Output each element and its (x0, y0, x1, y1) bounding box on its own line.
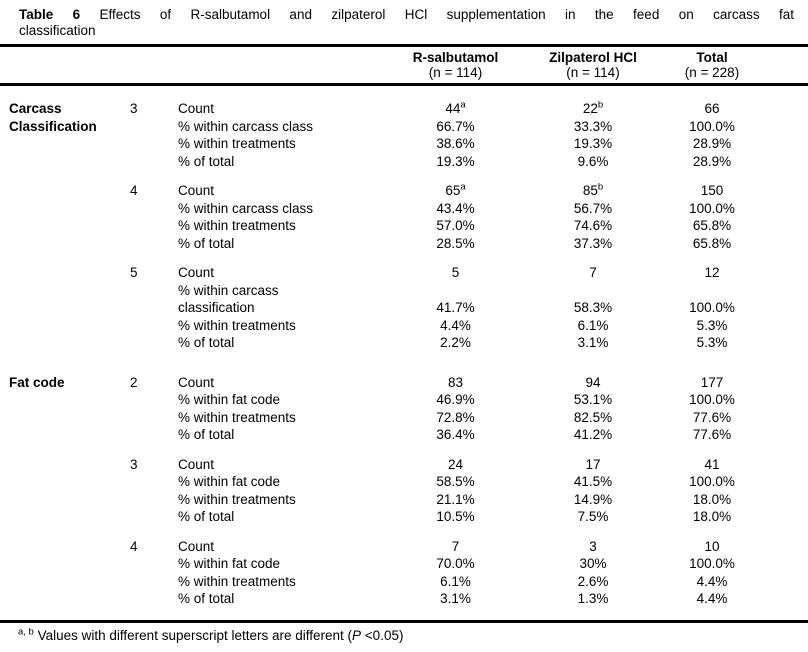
cell-value: 74.6% (573, 218, 613, 233)
cell-value: 46.9% (436, 392, 475, 407)
cell-value: 5.3% (696, 335, 728, 350)
table-row (0, 182, 808, 200)
cell-value: 38.6% (436, 136, 475, 151)
cell-value: 22$^b$ (582, 99, 604, 116)
row-metric-label: % within fat code (178, 392, 281, 407)
row-group-label (9, 538, 130, 556)
table-body (0, 86, 808, 608)
table-footnote (0, 623, 808, 643)
cell-value: 44$^a$ (445, 99, 466, 116)
footnote-tail: <0.05) (361, 627, 404, 643)
row-metric-label: % within treatments (178, 317, 296, 333)
cell-value: 65.8% (692, 218, 732, 233)
cell-value: 66.7% (436, 118, 475, 134)
table-row (0, 317, 808, 335)
column-header-n: (n = 114) (566, 65, 620, 80)
cell-value: 100.0% (689, 474, 735, 489)
cell-value: 100.0% (689, 200, 735, 216)
row-class-code (130, 391, 178, 409)
cell-value: 6.1% (577, 317, 609, 333)
cell-value: 2.6% (577, 573, 609, 589)
row-metric-label: % of total (178, 509, 235, 524)
cell-value: 7 (589, 265, 597, 280)
cell-value: 177 (700, 374, 724, 390)
row-group-label (9, 473, 130, 491)
row-class-code (130, 590, 178, 608)
cell-value: 100.0% (689, 392, 735, 407)
table-row (0, 200, 808, 218)
cell-value: 65$^a$ (445, 181, 466, 198)
cell-value: 4.4% (440, 317, 471, 333)
cell-value: 83 (447, 374, 464, 390)
cell-value: 3 (589, 538, 597, 554)
column-header-name: R-salbutamol (412, 50, 499, 65)
superscript-marker: b (597, 181, 604, 193)
column-header-r-salbutamol (393, 50, 518, 80)
cell-value: 18.0% (692, 509, 732, 524)
row-class-code (130, 317, 178, 335)
cell-value: 12 (704, 265, 720, 280)
table-row (0, 299, 808, 317)
cell-value: 37.3% (573, 235, 613, 251)
cell-value: 41 (704, 456, 720, 472)
column-header-total (668, 50, 756, 80)
row-class-code: 2 (130, 374, 138, 390)
row-group-label (9, 426, 130, 444)
table-row (0, 235, 808, 253)
caption-table-number: Table 6 (19, 7, 81, 22)
table-header (0, 47, 808, 83)
cell-value: 58.5% (436, 474, 475, 489)
cell-value: 36.4% (436, 427, 475, 442)
table-row (0, 264, 808, 282)
table-caption (0, 0, 808, 39)
cell-value: 1.3% (577, 591, 609, 606)
row-metric-label: Count (178, 456, 215, 472)
cell-value: 3.1% (577, 335, 609, 350)
table-row (0, 153, 808, 171)
row-class-code (130, 426, 178, 444)
cell-value: 30% (579, 556, 607, 571)
table-row (0, 391, 808, 409)
column-header-n: (n = 228) (684, 65, 740, 80)
row-metric-label: % of total (178, 591, 235, 606)
cell-value: 66 (704, 101, 720, 116)
cell-value: 14.9% (573, 491, 613, 507)
row-group-label (9, 334, 130, 352)
row-metric-label: % within treatments (178, 218, 296, 233)
cell-value: 7 (451, 538, 460, 554)
row-group-label (9, 182, 130, 200)
column-header-name: Zilpaterol HCl (549, 50, 637, 65)
row-class-code: 4 (130, 183, 138, 198)
cell-value: 77.6% (692, 427, 732, 442)
table-row (0, 282, 808, 300)
column-header-n: (n = 114) (428, 65, 483, 80)
table-row (0, 573, 808, 591)
row-group-label (9, 217, 130, 235)
row-metric-label: Count (178, 538, 215, 554)
table-row (0, 473, 808, 491)
cell-value: 94 (585, 374, 601, 390)
row-metric-label: % of total (178, 153, 235, 169)
row-metric-label: % of total (178, 335, 235, 350)
row-group-label (9, 409, 130, 427)
cell-value: 100.0% (689, 118, 735, 134)
row-group-label (9, 456, 130, 474)
row-group-label (9, 590, 130, 608)
table-row (0, 538, 808, 556)
row-group-label (9, 235, 130, 253)
row-class-code (130, 235, 178, 253)
row-metric-label: % within fat code (178, 556, 281, 571)
cell-value: 5.3% (696, 317, 728, 333)
table-row (0, 409, 808, 427)
table-row (0, 217, 808, 235)
table-row (0, 334, 808, 352)
row-group-label: Fat code (9, 374, 65, 390)
row-metric-label: Count (178, 265, 215, 280)
cell-value (668, 282, 756, 300)
cell-value: 85$^b$ (582, 181, 604, 198)
cell-value: 7.5% (577, 509, 609, 524)
cell-value: 19.3% (573, 136, 613, 151)
cell-value: 21.1% (436, 491, 475, 507)
row-group-label (9, 153, 130, 171)
table-row (0, 456, 808, 474)
column-header-name: Total (696, 50, 728, 65)
footnote-p-italic: P (352, 627, 362, 643)
row-class-code (130, 153, 178, 171)
row-metric-label: % within treatments (178, 136, 296, 151)
cell-value: 58.3% (573, 300, 613, 315)
row-group-label (9, 299, 130, 317)
row-class-code (130, 282, 178, 300)
column-header-zilpaterol-hcl (518, 50, 668, 80)
cell-value: 6.1% (440, 573, 471, 589)
row-class-code: 3 (130, 456, 138, 472)
cell-value: 150 (700, 183, 724, 198)
row-class-code (130, 217, 178, 235)
row-class-code (130, 409, 178, 427)
cell-value: 28.9% (692, 153, 732, 169)
cell-value: 41.2% (573, 427, 613, 442)
cell-value: 53.1% (573, 392, 613, 407)
table-row (0, 118, 808, 136)
row-metric-label: % within treatments (178, 409, 296, 425)
row-group-label (9, 264, 130, 282)
row-metric-label: Count (178, 183, 215, 198)
superscript-marker: a (460, 181, 466, 193)
row-group-label (9, 200, 130, 218)
cell-value: 24 (447, 456, 464, 472)
row-class-code (130, 299, 178, 317)
table-row (0, 426, 808, 444)
row-class-code (130, 491, 178, 509)
row-class-code (130, 200, 178, 218)
row-group-label (9, 573, 130, 591)
header-spacer (9, 50, 393, 80)
cell-value: 2.2% (440, 335, 471, 350)
row-class-code (130, 555, 178, 573)
row-group-label: Carcass Classification (9, 101, 97, 134)
cell-value: 10.5% (436, 509, 475, 524)
row-metric-label: classification (178, 300, 255, 315)
table-row (0, 491, 808, 509)
row-class-code: 3 (130, 101, 138, 116)
row-metric-label: % within treatments (178, 491, 296, 507)
row-group-label (9, 317, 130, 335)
cell-value: 77.6% (692, 409, 732, 425)
row-class-code (130, 573, 178, 591)
cell-value: 9.6% (577, 153, 609, 169)
row-metric-label: Count (178, 374, 215, 390)
caption-line-2: classification (19, 23, 96, 38)
caption-line-1 (19, 7, 794, 23)
row-metric-label: % of total (178, 235, 235, 251)
row-class-code (130, 118, 178, 136)
row-metric-label: % within carcass class (178, 200, 314, 216)
superscript-marker: a (460, 99, 466, 111)
row-class-code: 5 (130, 265, 138, 280)
cell-value: 17 (585, 456, 601, 472)
cell-value: 10 (704, 538, 720, 554)
cell-value: 70.0% (436, 556, 475, 571)
table-row (0, 590, 808, 608)
row-class-code (130, 135, 178, 153)
row-group-label (9, 135, 130, 153)
row-metric-label: % within fat code (178, 474, 281, 489)
footnote-superscript: a, b (18, 626, 34, 637)
row-group-label (9, 508, 130, 526)
cell-value: 41.5% (573, 474, 613, 489)
table-row (0, 135, 808, 153)
cell-value: 82.5% (573, 409, 613, 425)
row-group-label (9, 555, 130, 573)
cell-value (518, 282, 668, 300)
row-metric-label: % within carcass (178, 282, 279, 298)
cell-value: 43.4% (436, 200, 475, 216)
row-group-label (9, 118, 130, 136)
row-metric-label: Count (178, 101, 215, 116)
row-class-code: 4 (130, 538, 138, 554)
row-metric-label: % within treatments (178, 573, 296, 589)
cell-value: 41.7% (436, 300, 475, 315)
cell-value: 100.0% (689, 300, 735, 315)
row-group-label (9, 391, 130, 409)
cell-value: 28.5% (436, 235, 475, 251)
cell-value: 33.3% (573, 118, 613, 134)
caption-text: Effects of R-salbutamol and zilpaterol HCl supplementation in the feed on carcass fat (99, 7, 794, 22)
row-metric-label: % of total (178, 427, 235, 442)
cell-value: 56.7% (573, 200, 613, 216)
table-row (0, 508, 808, 526)
table-row (0, 374, 808, 392)
cell-value: 57.0% (436, 218, 475, 233)
cell-value: 5 (451, 265, 460, 280)
table-row (0, 555, 808, 573)
cell-value: 3.1% (440, 591, 471, 606)
superscript-marker: b (597, 99, 604, 111)
row-group-label (9, 491, 130, 509)
cell-value: 4.4% (696, 573, 728, 589)
cell-value: 72.8% (436, 409, 475, 425)
row-class-code (130, 473, 178, 491)
row-group-label (9, 282, 130, 300)
cell-value: 18.0% (692, 491, 732, 507)
cell-value: 4.4% (696, 591, 728, 606)
footnote-text: Values with different superscript letters are different ( (37, 627, 353, 643)
row-class-code (130, 334, 178, 352)
cell-value: 65.8% (692, 235, 732, 251)
cell-value: 100.0% (689, 556, 735, 571)
cell-value (393, 282, 518, 300)
row-metric-label: % within carcass class (178, 118, 314, 134)
cell-value: 19.3% (436, 153, 475, 169)
cell-value: 28.9% (692, 136, 732, 151)
row-class-code (130, 508, 178, 526)
